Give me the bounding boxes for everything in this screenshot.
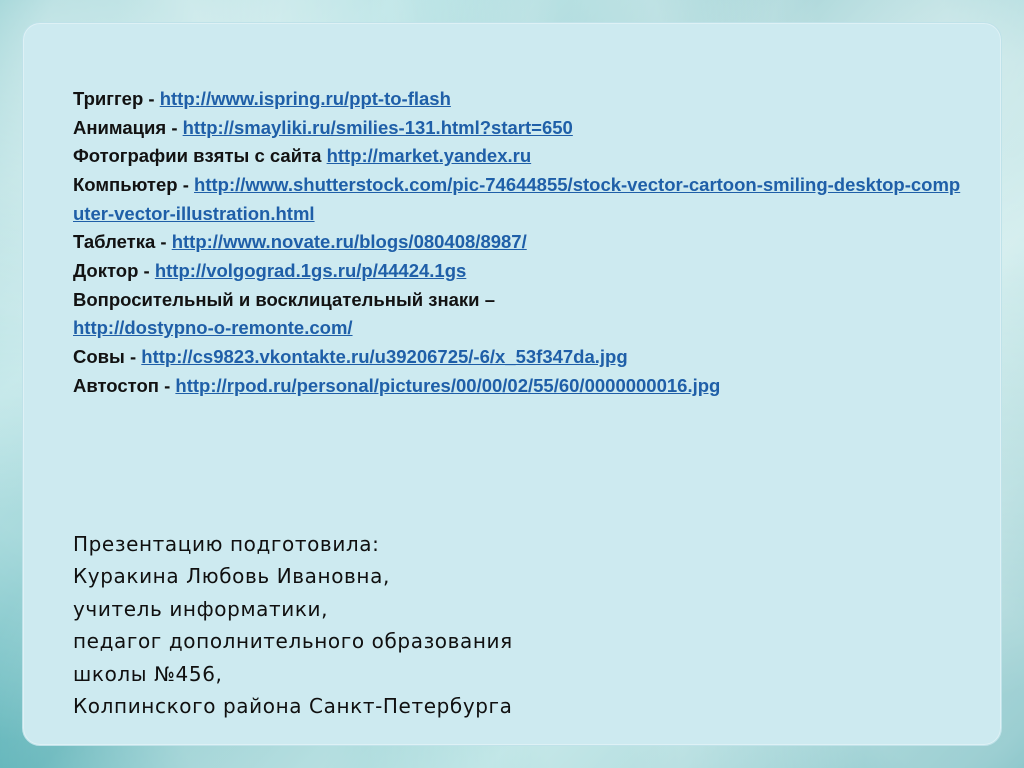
credit-line [73, 171, 961, 228]
credit-label: Совы - [73, 346, 142, 368]
author-line: Куракина Любовь Ивановна, [73, 564, 390, 589]
credit-label: Анимация - [73, 116, 183, 138]
author-line: учитель информатики, [73, 596, 329, 621]
slide-content-panel [22, 22, 1002, 746]
credit-link[interactable]: http://www.shutterstock.com/pic-74644855/stock-vector-cartoon-smiling-desktop-computer-vector-illustration.html [73, 174, 961, 224]
credit-label: Автостоп - [73, 374, 176, 396]
credit-link[interactable]: http://dostypno-o-remonte.com/ [73, 317, 353, 339]
credit-link[interactable]: http://rpod.ru/personal/pictures/00/00/02/55/60/0000000016.jpg [175, 374, 721, 396]
author-line: школы №456, [73, 661, 223, 686]
author-line: Презентацию подготовила: [73, 532, 380, 556]
credit-label: Таблетка - [73, 231, 172, 253]
credit-link[interactable]: http://www.ispring.ru/ppt-to-flash [159, 88, 451, 109]
credit-link[interactable]: http://www.novate.ru/blogs/080408/8987/ [171, 231, 527, 253]
author-credits [73, 528, 961, 722]
credit-line [73, 286, 961, 343]
credit-line [73, 228, 961, 257]
credit-line [73, 372, 961, 401]
credit-label: Компьютер - [73, 174, 195, 196]
credit-line [73, 114, 961, 143]
credits-list [73, 85, 961, 400]
credit-label: Вопросительный и восклицательный знаки – [73, 288, 495, 310]
author-line: педагог дополнительного образования [73, 629, 513, 654]
credit-label: Триггер - [73, 88, 160, 109]
credit-link[interactable]: http://market.yandex.ru [326, 145, 532, 167]
credit-link[interactable]: http://cs9823.vkontakte.ru/u39206725/-6/x_53f347da.jpg [141, 346, 628, 368]
credit-label: Фотографии взяты с сайта [73, 145, 327, 167]
credit-line [73, 142, 961, 171]
credit-line [73, 257, 961, 286]
author-line: Колпинского района Санкт-Петербурга [73, 693, 513, 718]
credit-link[interactable]: http://smayliki.ru/smilies-131.html?start=650 [182, 116, 573, 138]
credit-link[interactable]: http://volgograd.1gs.ru/p/44424.1gs [154, 260, 467, 282]
credit-label: Доктор - [73, 260, 155, 282]
credit-line [73, 343, 961, 372]
credit-line [73, 85, 961, 114]
